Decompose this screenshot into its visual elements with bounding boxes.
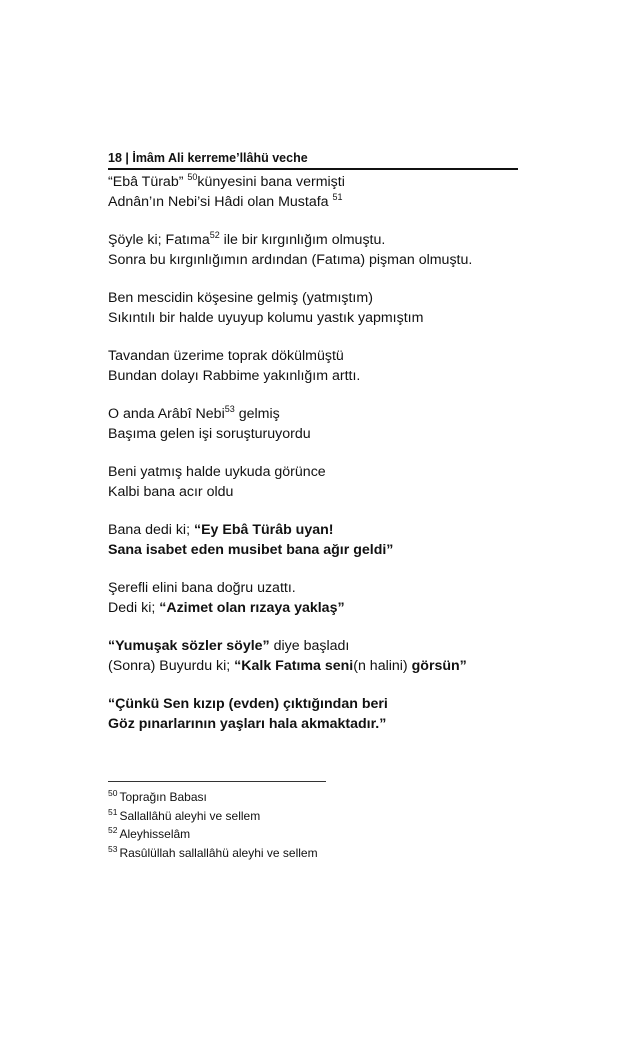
poem-line: Şöyle ki; Fatıma$^{52}$ ile bir kırgınlığım olmuştu.: [108, 230, 386, 248]
footnote-ref[interactable]: 50: [187, 172, 198, 182]
poem-line: Sana isabet eden musibet bana ağır geldi”: [108, 542, 394, 558]
footnote: $^{51}$ Sallallâhü aleyhi ve sellem: [108, 806, 261, 823]
poem-line: (Sonra) Buyurdu ki; “Kalk Fatıma seni(n halini) görsün”: [108, 658, 467, 674]
poem-line: Sonra bu kırgınlığımın ardından (Fatıma) pişman olmuştu.: [108, 252, 473, 268]
poem-line: Adnân’ın Nebi’si Hâdi olan Mustafa $^{51}$: [108, 192, 343, 210]
stanza: [108, 636, 528, 676]
poem-body: [108, 172, 528, 752]
poem-line: Sıkıntılı bir halde uyuyup kolumu yastık yapmıştım: [108, 310, 424, 326]
footnote-number: 51: [108, 806, 118, 817]
page-header: 18 | İmâm Ali kerreme’llâhü veche: [108, 151, 518, 170]
stanza: [108, 172, 528, 212]
footnote-number: 53: [108, 843, 118, 854]
poem-line: Şerefli elini bana doğru uzattı.: [108, 580, 296, 596]
stanza: [108, 520, 528, 560]
poem-line: Bana dedi ki; “Ey Ebâ Türâb uyan!: [108, 522, 334, 538]
poem-line: Başıma gelen işi soruşturuyordu: [108, 426, 311, 442]
stanza: [108, 694, 528, 734]
stanza: [108, 230, 528, 270]
footnotes: [108, 788, 528, 862]
poem-line: Kalbi bana acır oldu: [108, 484, 234, 500]
poem-line: “Çünkü Sen kızıp (evden) çıktığından beri: [108, 696, 388, 712]
stanza: [108, 288, 528, 328]
poem-line: Ben mescidin köşesine gelmiş (yatmıştım): [108, 290, 373, 306]
stanza: [108, 404, 528, 444]
poem-line: “Yumuşak sözler söyle” diye başladı: [108, 638, 350, 654]
footnote-number: 50: [108, 788, 118, 798]
poem-line: Bundan dolayı Rabbime yakınlığım arttı.: [108, 368, 361, 384]
footnote-ref[interactable]: 52: [209, 230, 220, 240]
footnote-separator: [108, 781, 326, 782]
poem-line: Tavandan üzerime toprak dökülmüştü: [108, 348, 344, 364]
stanza: [108, 578, 528, 618]
stanza: [108, 462, 528, 502]
poem-line: Göz pınarlarının yaşları hala akmaktadır.”: [108, 716, 387, 732]
poem-line: O anda Arâbî Nebi$^{53}$ gelmiş: [108, 404, 280, 422]
footnote-ref[interactable]: 53: [224, 404, 235, 414]
footnote-ref[interactable]: 51: [332, 192, 343, 202]
poem-line: “Ebâ Türab” $^{50}$künyesini bana vermişti: [108, 172, 345, 190]
footnote: $^{52}$ Aleyhisselâm: [108, 825, 191, 841]
poem-line: Beni yatmış halde uykuda görünce: [108, 464, 326, 480]
footnote: $^{53}$ Rasûlüllah sallallâhü aleyhi ve sellem: [108, 843, 318, 860]
footnote-number: 52: [108, 825, 118, 835]
poem-line: Dedi ki; “Azimet olan rızaya yaklaş”: [108, 600, 345, 616]
stanza: [108, 346, 528, 386]
footnote: $^{50}$ Toprağın Babası: [108, 788, 207, 804]
